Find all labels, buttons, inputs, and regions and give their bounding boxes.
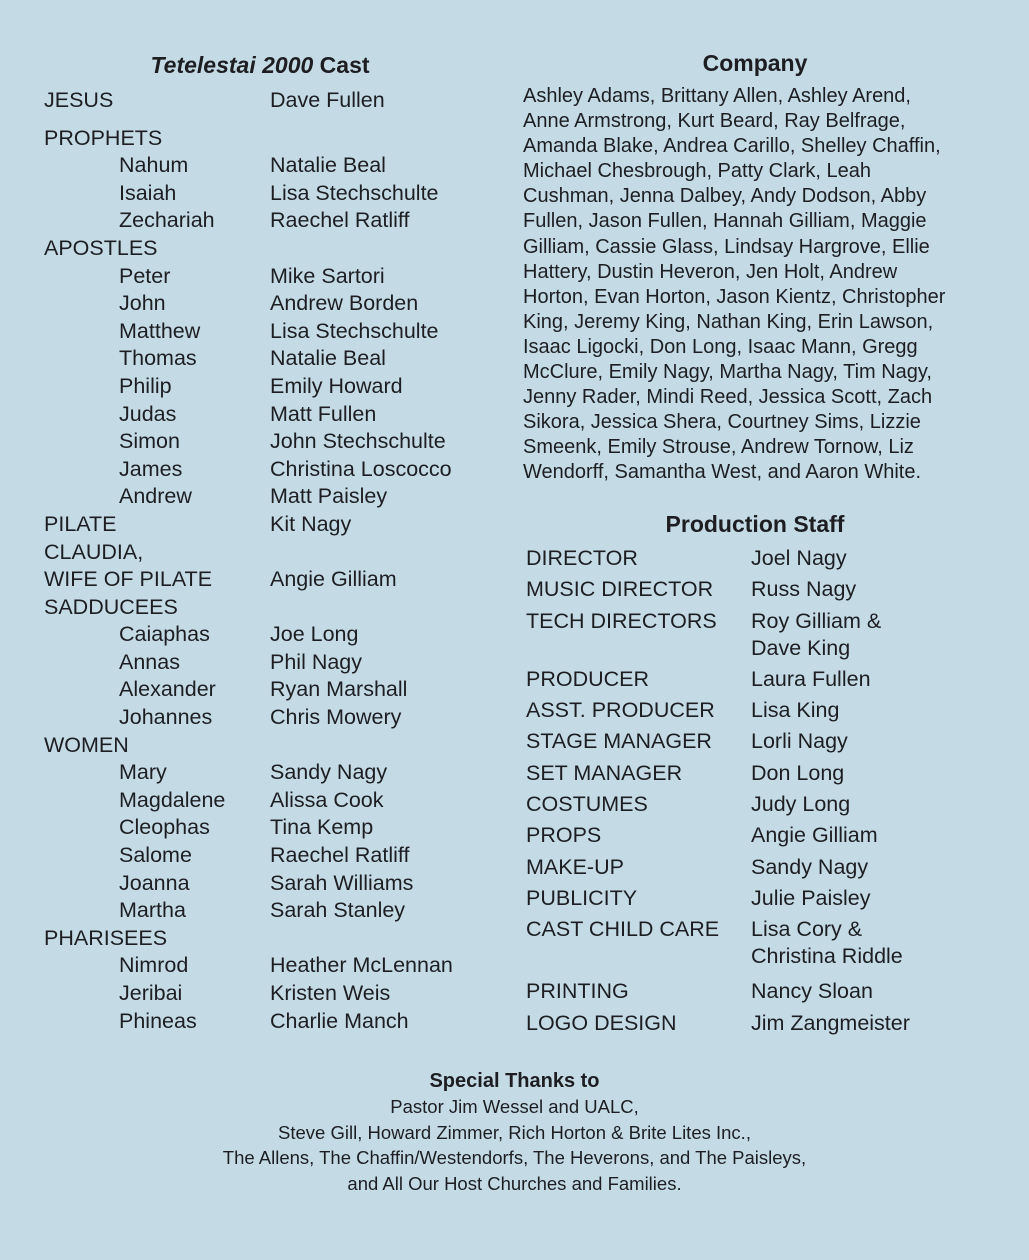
staff-row [526, 916, 996, 970]
cast-row [44, 263, 484, 291]
staff-row [526, 666, 996, 693]
cast-actor: Ryan Marshall [270, 677, 408, 702]
staff-person-name: Don Long [751, 760, 845, 785]
cast-role: WOMEN [44, 732, 129, 757]
cast-actor: Dave Fullen [270, 88, 385, 112]
company-line: Wendorff, Samantha West, and Aaron White. [523, 461, 921, 484]
staff-person [751, 916, 996, 970]
cast-row [44, 732, 484, 760]
cast-actor: Sarah Stanley [270, 898, 406, 923]
cast-role: Salome [119, 843, 192, 868]
cast-actor: Raechel Ratliff [270, 843, 410, 868]
staff-person [751, 545, 996, 572]
cast-actor: Mike Sartori [270, 263, 385, 288]
cast-actor: Natalie Beal [270, 346, 386, 371]
staff-row [526, 978, 996, 1005]
cast-row [44, 814, 484, 842]
cast-actor: Sandy Nagy [270, 760, 388, 785]
cast-actor: Sarah Williams [270, 870, 414, 895]
staff-job: PROPS [526, 823, 602, 848]
staff-job: MUSIC DIRECTOR [526, 577, 714, 602]
cast-row [44, 87, 484, 115]
cast-actor: Phil Nagy [270, 649, 363, 674]
cast-row [44, 180, 484, 208]
cast-actor: Lisa Stechschulte [270, 318, 439, 343]
cast-actor: Matt Paisley [270, 484, 388, 509]
cast-role: JESUS [44, 88, 114, 112]
special-thanks-line: Pastor Jim Wessel and UALC, [390, 1096, 639, 1117]
cast-row [44, 373, 484, 401]
special-thanks-lines [0, 1094, 1029, 1196]
cast-role: Alexander [119, 677, 216, 702]
staff-person [751, 760, 996, 787]
company-title: Company [702, 50, 808, 76]
cast-actor: Joe Long [270, 622, 359, 647]
staff-job: CAST CHILD CARE [526, 917, 720, 942]
company-line: Gilliam, Cassie Glass, Lindsay Hargrove, Ellie [523, 235, 930, 258]
cast-row [44, 980, 484, 1008]
cast-title-show-name: Tetelestai 2000 [150, 52, 314, 78]
staff-person-name: Sandy Nagy [751, 854, 869, 879]
cast-actor: Tina Kemp [270, 815, 374, 840]
staff-row [526, 545, 996, 572]
cast-role: PHARISEES [44, 925, 168, 950]
cast-actor: Kit Nagy [270, 511, 352, 536]
staff-row [526, 854, 996, 881]
company-line: Horton, Evan Horton, Jason Kientz, Christopher [523, 285, 946, 308]
cast-role: Jeribai [119, 981, 183, 1005]
cast-row [44, 676, 484, 704]
staff-row [526, 697, 996, 724]
cast-actor: Emily Howard [270, 373, 403, 398]
cast-row [44, 152, 484, 180]
staff-job: COSTUMES [526, 792, 648, 817]
cast-row [44, 842, 484, 870]
cast-role: Cleophas [119, 815, 210, 840]
cast-role: Joanna [119, 870, 190, 895]
staff-job: SET MANAGER [526, 760, 683, 785]
cast-row [44, 704, 484, 732]
special-thanks-line: Steve Gill, Howard Zimmer, Rich Horton & Brite Lites Inc., [278, 1121, 751, 1143]
company-line: McClure, Emily Nagy, Martha Nagy, Tim Nagy, [523, 361, 932, 384]
cast-title-suffix: Cast [313, 52, 370, 78]
cast-row [44, 345, 484, 373]
company-line: Fullen, Jason Fullen, Hannah Gilliam, Maggie [523, 210, 927, 233]
cast-row [44, 870, 484, 898]
staff-job: LOGO DESIGN [526, 1010, 677, 1035]
staff-person [751, 666, 996, 693]
staff-row [526, 760, 996, 787]
cast-role: Judas [119, 401, 177, 426]
cast-actor: Lisa Stechschulte [270, 180, 439, 205]
staff-person-name: Lisa King [751, 698, 840, 723]
cast-role: Nahum [119, 153, 189, 178]
cast-actor: John Stechschulte [270, 429, 446, 454]
cast-actor: Angie Gilliam [270, 567, 397, 592]
cast-actor: Charlie Manch [270, 1008, 409, 1033]
cast-row [44, 925, 484, 953]
staff-person-name: Laura Fullen [751, 666, 871, 691]
company-line: Anne Armstrong, Kurt Beard, Ray Belfrage, [523, 110, 906, 133]
cast-row [44, 787, 484, 815]
cast-row [44, 621, 484, 649]
staff-person-name: Angie Gilliam [751, 823, 878, 848]
cast-role: Philip [119, 373, 172, 398]
staff-row [526, 885, 996, 912]
cast-row [44, 897, 484, 925]
staff-row [526, 1010, 996, 1037]
staff-job: MAKE-UP [526, 854, 624, 879]
cast-role: APOSTLES [44, 235, 158, 260]
cast-row [44, 539, 484, 567]
staff-person-name: Roy Gilliam & [751, 608, 882, 633]
cast-actor: Christina Loscocco [270, 456, 452, 481]
cast-row [44, 952, 484, 980]
cast-role: Annas [119, 649, 180, 674]
staff-person-name: Russ Nagy [751, 577, 857, 602]
cast-row [44, 594, 484, 622]
staff-job: PRINTING [526, 979, 629, 1004]
cast-role: PROPHETS [44, 125, 163, 150]
company-line: Jenny Rader, Mindi Reed, Jessica Scott, Zach [523, 386, 933, 409]
cast-role: Magdalene [119, 787, 226, 812]
staff-person-name: Nancy Sloan [751, 979, 873, 1004]
staff-job: ASST. PRODUCER [526, 698, 715, 723]
staff-person [751, 791, 996, 818]
cast-role: Andrew [119, 484, 192, 509]
cast-row [44, 207, 484, 235]
company-line: Hattery, Dustin Heveron, Jen Holt, Andrew [523, 260, 898, 283]
company-line: Ashley Adams, Brittany Allen, Ashley Arend, [523, 85, 911, 107]
cast-role: Martha [119, 898, 186, 923]
company-line: Isaac Ligocki, Don Long, Isaac Mann, Gregg [523, 335, 918, 358]
cast-role: James [119, 456, 183, 481]
special-thanks-title: Special Thanks to [429, 1070, 600, 1092]
staff-person [751, 697, 996, 724]
staff-person [751, 822, 996, 849]
cast-row [44, 290, 484, 318]
staff-person [751, 608, 996, 662]
staff-person-name: Dave King [751, 635, 851, 660]
cast-role: Zechariah [119, 208, 215, 233]
staff-person-name: Lisa Cory & [751, 917, 863, 942]
cast-title [40, 52, 480, 79]
cast-role: PILATE [44, 511, 117, 536]
cast-role: CLAUDIA, [44, 539, 144, 564]
production-staff-list [526, 545, 996, 1041]
cast-role: Nimrod [119, 953, 189, 978]
cast-actor: Natalie Beal [270, 153, 386, 178]
company-line: Sikora, Jessica Shera, Courtney Sims, Lizzie [523, 411, 921, 434]
staff-row [526, 791, 996, 818]
staff-row [526, 728, 996, 755]
cast-actor: Kristen Weis [270, 981, 391, 1005]
cast-row [44, 318, 484, 346]
staff-person [751, 1010, 996, 1037]
cast-role: WIFE OF PILATE [44, 567, 213, 592]
staff-person-name: Joel Nagy [751, 546, 847, 570]
cast-role: Isaiah [119, 180, 177, 205]
staff-job: PRODUCER [526, 666, 650, 691]
company-list [523, 84, 993, 486]
cast-row [44, 649, 484, 677]
cast-row [44, 1008, 484, 1036]
staff-row [526, 822, 996, 849]
staff-person-name: Lorli Nagy [751, 729, 848, 754]
cast-row [44, 483, 484, 511]
cast-row [44, 428, 484, 456]
staff-job: TECH DIRECTORS [526, 608, 717, 633]
staff-person-name: Christina Riddle [751, 944, 903, 969]
staff-person [751, 978, 996, 1005]
special-thanks [0, 1068, 1029, 1196]
cast-actor: Andrew Borden [270, 291, 419, 316]
company-line: Amanda Blake, Andrea Carillo, Shelley Chaffin, [523, 135, 941, 158]
cast-role: Matthew [119, 318, 201, 343]
cast-role: Thomas [119, 346, 197, 371]
staff-person [751, 885, 996, 912]
staff-person [751, 854, 996, 881]
cast-actor: Heather McLennan [270, 953, 453, 978]
cast-list [44, 87, 484, 1035]
cast-actor: Raechel Ratliff [270, 208, 410, 233]
cast-row [44, 511, 484, 539]
cast-row [44, 456, 484, 484]
cast-role: Simon [119, 429, 180, 454]
cast-role: John [119, 291, 166, 316]
cast-row [44, 401, 484, 429]
company-line: Smeenk, Emily Strouse, Andrew Tornow, Liz [523, 436, 914, 459]
staff-row [526, 608, 996, 662]
production-staff-title: Production Staff [665, 511, 845, 537]
company-line: Michael Chesbrough, Patty Clark, Leah [523, 160, 871, 183]
staff-job: PUBLICITY [526, 885, 638, 910]
cast-role: Peter [119, 263, 171, 288]
staff-person-name: Jim Zangmeister [751, 1010, 910, 1035]
cast-role: Caiaphas [119, 622, 210, 647]
cast-role: Mary [119, 760, 167, 785]
cast-row [44, 125, 484, 153]
special-thanks-line: The Allens, The Chaffin/Westendorfs, The Heverons, and The Paisleys, [222, 1147, 807, 1168]
cast-role: SADDUCEES [44, 594, 178, 619]
cast-actor: Alissa Cook [270, 787, 384, 812]
special-thanks-line: and All Our Host Churches and Families. [347, 1172, 682, 1194]
staff-job: STAGE MANAGER [526, 729, 712, 754]
staff-row [526, 576, 996, 603]
company-line: King, Jeremy King, Nathan King, Erin Lawson, [523, 310, 934, 333]
cast-role: Phineas [119, 1008, 197, 1033]
company-line: Cushman, Jenna Dalbey, Andy Dodson, Abby [523, 185, 927, 208]
cast-row [44, 566, 484, 594]
staff-person [751, 576, 996, 603]
staff-job: DIRECTOR [526, 546, 638, 570]
cast-actor: Chris Mowery [270, 705, 402, 730]
staff-person-name: Judy Long [751, 792, 851, 817]
staff-person [751, 728, 996, 755]
cast-role: Johannes [119, 705, 213, 730]
cast-row [44, 235, 484, 263]
staff-person-name: Julie Paisley [751, 885, 871, 910]
cast-row [44, 759, 484, 787]
cast-actor: Matt Fullen [270, 401, 377, 426]
